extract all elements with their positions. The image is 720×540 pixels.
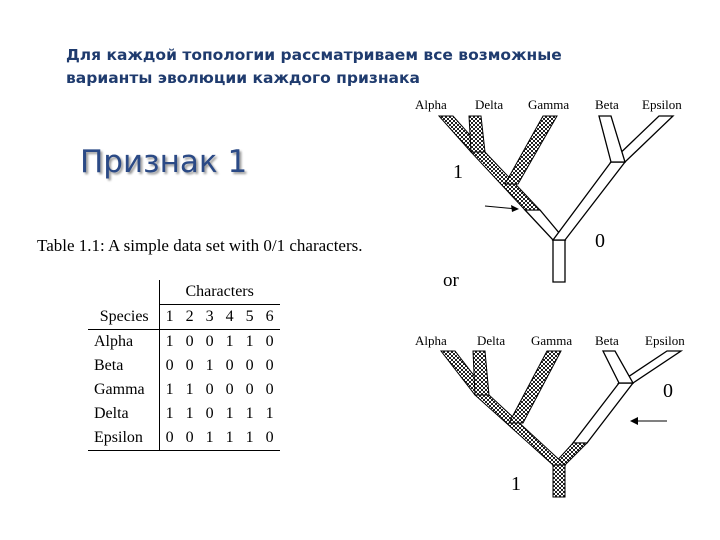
character-title: Признак 1 xyxy=(80,144,248,180)
root-stem xyxy=(553,465,565,497)
char-value: 0 xyxy=(245,357,254,374)
table-caption: Table 1.1: A simple data set with 0/1 characters. xyxy=(37,236,363,255)
char-value: 1 xyxy=(185,381,194,398)
char-value: 0 xyxy=(205,381,214,398)
char-value: 0 xyxy=(265,357,274,374)
char-value: 0 xyxy=(225,357,234,374)
char-number: 1 xyxy=(159,305,180,330)
table-row xyxy=(88,354,280,378)
taxon-label-beta: Beta xyxy=(595,97,619,112)
char-value: 0 xyxy=(205,405,214,422)
delta-branch xyxy=(473,351,489,395)
taxon-label-alpha: Alpha xyxy=(415,97,447,112)
root-stem xyxy=(553,240,565,282)
state-0-branches xyxy=(525,116,673,282)
species-name: Gamma xyxy=(94,381,145,398)
species-name: Delta xyxy=(94,405,129,422)
char-value: 0 xyxy=(260,426,280,451)
slide-heading xyxy=(66,44,666,90)
char-value: 1 xyxy=(200,426,220,451)
change-arrow xyxy=(630,417,667,425)
beta-epsilon-stem xyxy=(553,162,625,240)
table-row xyxy=(88,378,280,402)
character-table xyxy=(88,280,280,451)
char-value: 0 xyxy=(200,330,220,355)
taxon-label-delta: Delta xyxy=(477,333,506,348)
or-label: or xyxy=(443,270,459,291)
species-name: Epsilon xyxy=(88,426,159,451)
char-value: 0 xyxy=(159,426,180,451)
table-row xyxy=(88,426,280,451)
taxon-label-epsilon: Epsilon xyxy=(645,333,685,348)
char-value: 0 xyxy=(265,381,274,398)
char-number: 5 xyxy=(245,308,254,325)
gamma-branch xyxy=(509,351,561,423)
taxon-label-delta: Delta xyxy=(475,97,504,112)
heading-line-2: варианты эволюции каждого признака xyxy=(66,69,420,87)
char-number: 6 xyxy=(265,308,274,325)
species-name: Beta xyxy=(94,357,124,374)
characters-header: Characters xyxy=(159,280,280,305)
beta-epsilon-stem xyxy=(573,383,633,443)
table-row xyxy=(88,330,280,355)
char-value: 0 xyxy=(225,381,234,398)
taxon-label-epsilon: Epsilon xyxy=(642,97,682,112)
change-arrow xyxy=(485,205,519,212)
state-label-0: 0 xyxy=(595,230,605,252)
char-value: 0 xyxy=(159,354,180,378)
char-value: 1 xyxy=(240,330,260,355)
char-value: 1 xyxy=(240,426,260,451)
gamma-branch xyxy=(505,116,557,184)
char-value: 0 xyxy=(180,426,200,451)
taxon-label-gamma: Gamma xyxy=(531,333,573,348)
table-row xyxy=(88,402,280,426)
char-value: 0 xyxy=(180,330,200,355)
taxon-label-beta: Beta xyxy=(595,333,619,348)
char-value: 1 xyxy=(265,405,274,422)
char-value: 1 xyxy=(159,330,180,355)
char-number: 4 xyxy=(225,308,234,325)
tree-bottom xyxy=(405,325,705,505)
char-value: 0 xyxy=(185,357,194,374)
state-label-1: 1 xyxy=(453,161,463,183)
table-corner xyxy=(88,280,159,305)
char-value: 1 xyxy=(220,426,240,451)
char-value: 1 xyxy=(225,405,234,422)
beta-branch xyxy=(603,351,633,383)
state-label-0: 0 xyxy=(663,380,673,402)
tree-top xyxy=(405,92,705,272)
species-header: Species xyxy=(99,307,149,325)
taxon-label-alpha: Alpha xyxy=(415,333,447,348)
heading-line-1: Для каждой топологии рассматриваем все возможные xyxy=(66,46,562,64)
char-value: 1 xyxy=(205,357,214,374)
state-label-1: 1 xyxy=(511,473,521,495)
char-value: 1 xyxy=(159,378,180,402)
char-number: 3 xyxy=(205,308,214,325)
delta-branch xyxy=(469,116,485,152)
beta-branch xyxy=(599,116,625,162)
char-number: 2 xyxy=(185,308,194,325)
species-name: Alpha xyxy=(88,330,159,355)
taxon-label-gamma: Gamma xyxy=(528,97,570,112)
char-value: 0 xyxy=(260,330,280,355)
char-value: 1 xyxy=(245,405,254,422)
char-value: 1 xyxy=(159,402,180,426)
char-value: 0 xyxy=(245,381,254,398)
char-value: 1 xyxy=(185,405,194,422)
char-value: 1 xyxy=(220,330,240,355)
